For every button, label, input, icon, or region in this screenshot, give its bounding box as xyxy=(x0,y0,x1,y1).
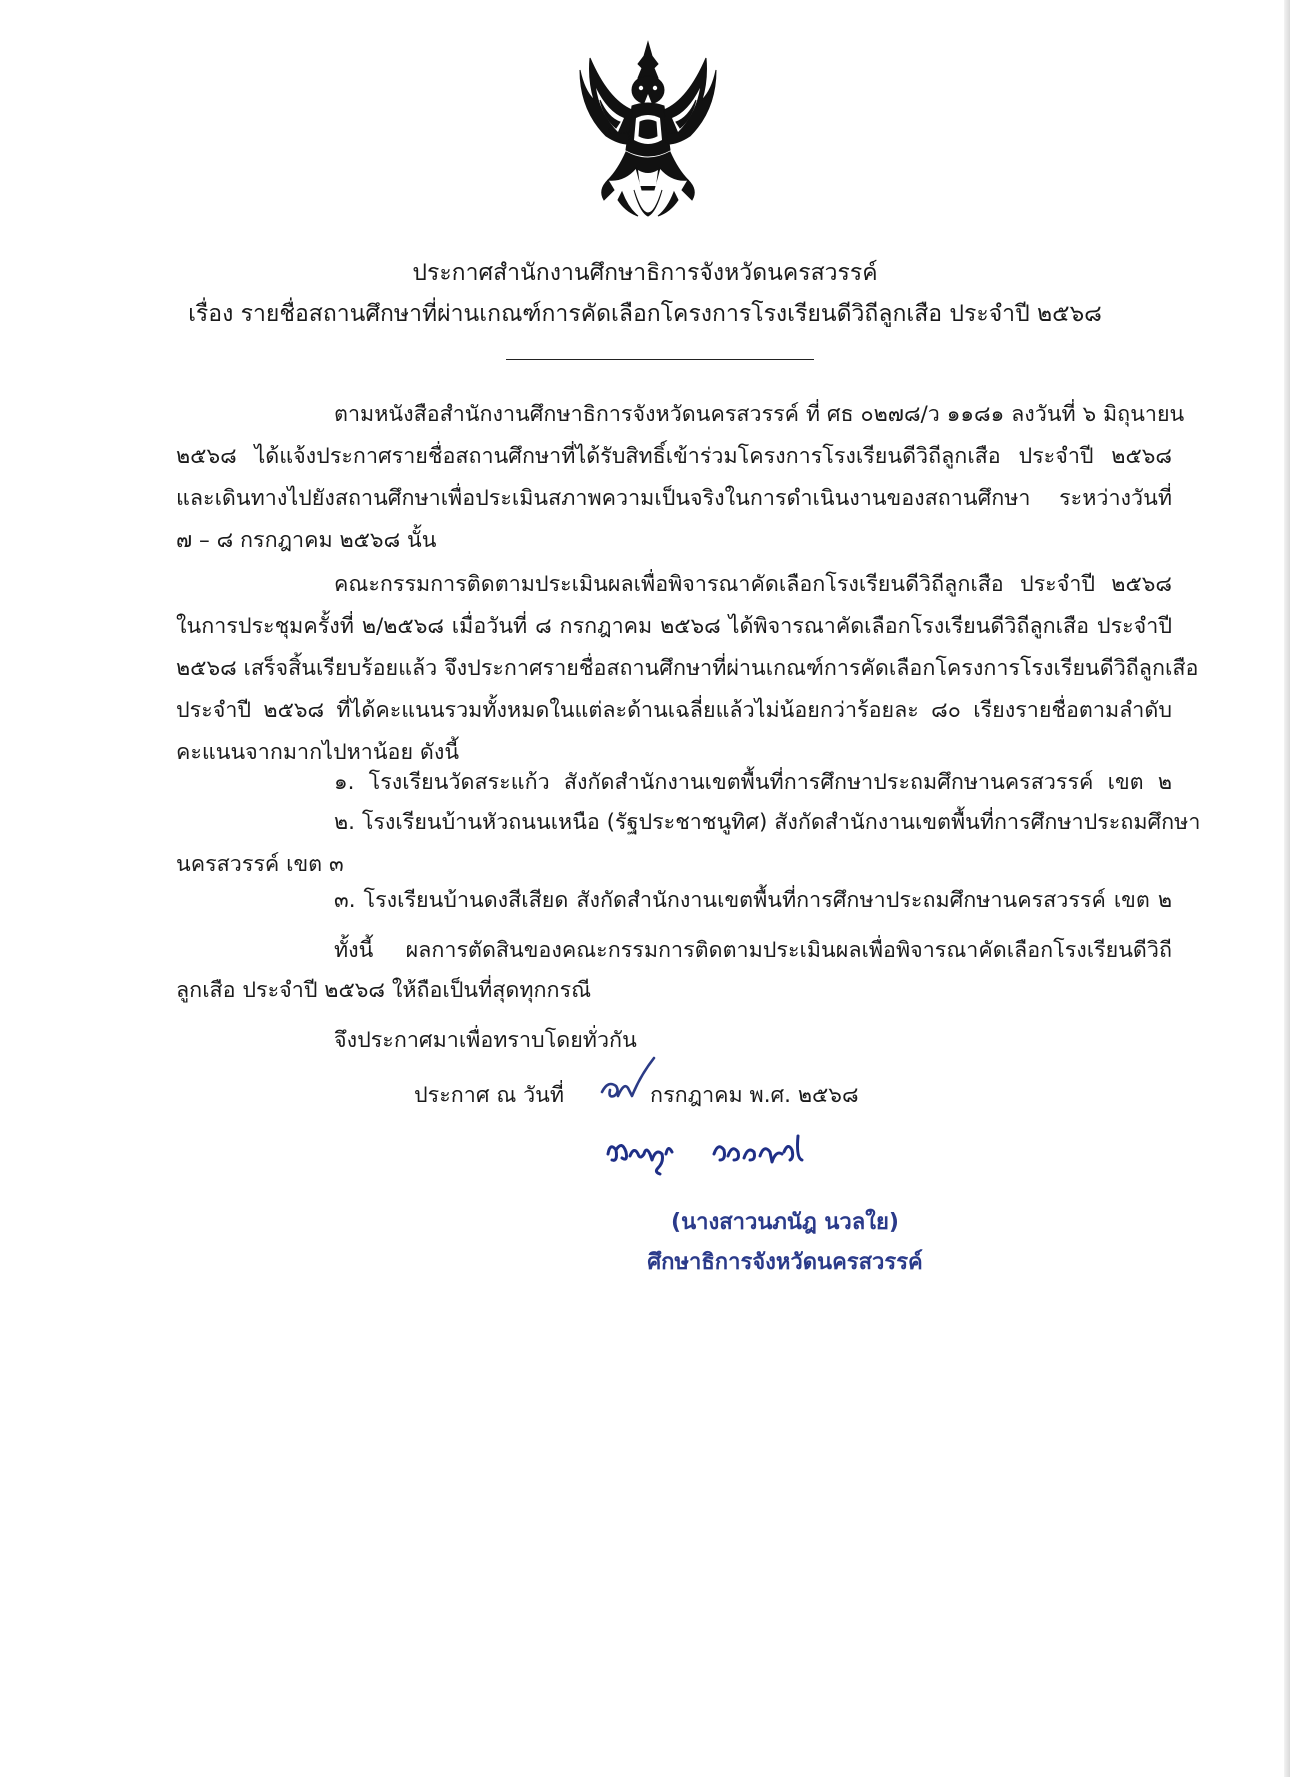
paragraph-1-line-4: ๗ – ๘ กรกฎาคม ๒๕๖๘ นั้น xyxy=(176,528,437,553)
closing-statement: จึงประกาศมาเพื่อทราบโดยทั่วกัน xyxy=(334,1028,637,1053)
list-item: ๓. โรงเรียนบ้านดงสีเสียด สังกัดสำนักงานเขตพื้นที่การศึกษาประถมศึกษานครสวรรค์ เขต ๒ xyxy=(334,888,1172,913)
list-item-continuation: นครสวรรค์ เขต ๓ xyxy=(176,852,344,877)
list-item: ๑. โรงเรียนวัดสระแก้ว สังกัดสำนักงานเขตพื้นที่การศึกษาประถมศึกษานครสวรรค์ เขต ๒ xyxy=(334,770,1172,795)
paragraph-2-line-3: ๒๕๖๘ เสร็จสิ้นเรียบร้อยแล้ว จึงประกาศรายชื่อสถานศึกษาที่ผ่านเกณฑ์การคัดเลือกโครงการโรงเรียนดีวิถีลูกเสือ xyxy=(176,656,1199,681)
announcement-issuer: ประกาศสำนักงานศึกษาธิการจังหวัดนครสวรรค์ xyxy=(412,260,878,286)
paragraph-1-line-1: ตามหนังสือสำนักงานศึกษาธิการจังหวัดนครสวรรค์ ที่ ศธ ๐๒๗๘/ว ๑๑๘๑ ลงวันที่ ๖ มิถุนายน xyxy=(334,402,1185,427)
paragraph-2-line-2: ในการประชุมครั้งที่ ๒/๒๕๖๘ เมื่อวันที่ ๘ กรกฎาคม ๒๕๖๘ ได้พิจารณาคัดเลือกโรงเรียนดีวิถีลูกเสือ ประจำปี xyxy=(176,614,1172,639)
garuda-emblem xyxy=(578,40,718,235)
paragraph-1-line-2: ๒๕๖๘ ได้แจ้งประกาศรายชื่อสถานศึกษาที่ได้รับสิทธิ์เข้าร่วมโครงการโรงเรียนดีวิถีลูกเสือ ประจำปี ๒๕๖๘ xyxy=(176,444,1172,469)
signer-title: ศึกษาธิการจังหวัดนครสวรรค์ xyxy=(647,1250,923,1275)
paragraph-2-line-4: ประจำปี ๒๕๖๘ ที่ได้คะแนนรวมทั้งหมดในแต่ละด้านเฉลี่ยแล้วไม่น้อยกว่าร้อยละ ๘๐ เรียงรายชื่อตามลำดับ xyxy=(176,698,1172,723)
paragraph-1-line-3: และเดินทางไปยังสถานศึกษาเพื่อประเมินสภาพความเป็นจริงในการดำเนินงานของสถานศึกษา ระหว่างวันที่ xyxy=(176,486,1172,511)
title-divider xyxy=(506,359,814,360)
date-month-year: กรกฎาคม พ.ศ. ๒๕๖๘ xyxy=(650,1083,859,1108)
handwritten-day-number xyxy=(598,1052,656,1108)
paragraph-3-line-2: ลูกเสือ ประจำปี ๒๕๖๘ ให้ถือเป็นที่สุดทุกกรณี xyxy=(176,978,592,1003)
date-prefix: ประกาศ ณ วันที่ xyxy=(414,1083,565,1108)
paragraph-2-line-5: คะแนนจากมากไปหาน้อย ดังนี้ xyxy=(176,740,460,765)
paragraph-3-line-1: ทั้งนี้ ผลการตัดสินของคณะกรรมการติดตามประเมินผลเพื่อพิจารณาคัดเลือกโรงเรียนดีวิถี xyxy=(334,938,1172,963)
signer-name: (นางสาวนภนัฎ นวลใย) xyxy=(671,1210,899,1235)
paragraph-2-line-1: คณะกรรมการติดตามประเมินผลเพื่อพิจารณาคัดเลือกโรงเรียนดีวิถีลูกเสือ ประจำปี ๒๕๖๘ xyxy=(334,572,1172,597)
list-item: ๒. โรงเรียนบ้านหัวถนนเหนือ (รัฐประชาชนูทิศ) สังกัดสำนักงานเขตพื้นที่การศึกษาประถมศึกษา xyxy=(334,810,1201,835)
handwritten-signature xyxy=(604,1128,814,1178)
announcement-subject: เรื่อง รายชื่อสถานศึกษาที่ผ่านเกณฑ์การคัดเลือกโครงการโรงเรียนดีวิถีลูกเสือ ประจำปี ๒๕๖๘ xyxy=(188,301,1102,327)
